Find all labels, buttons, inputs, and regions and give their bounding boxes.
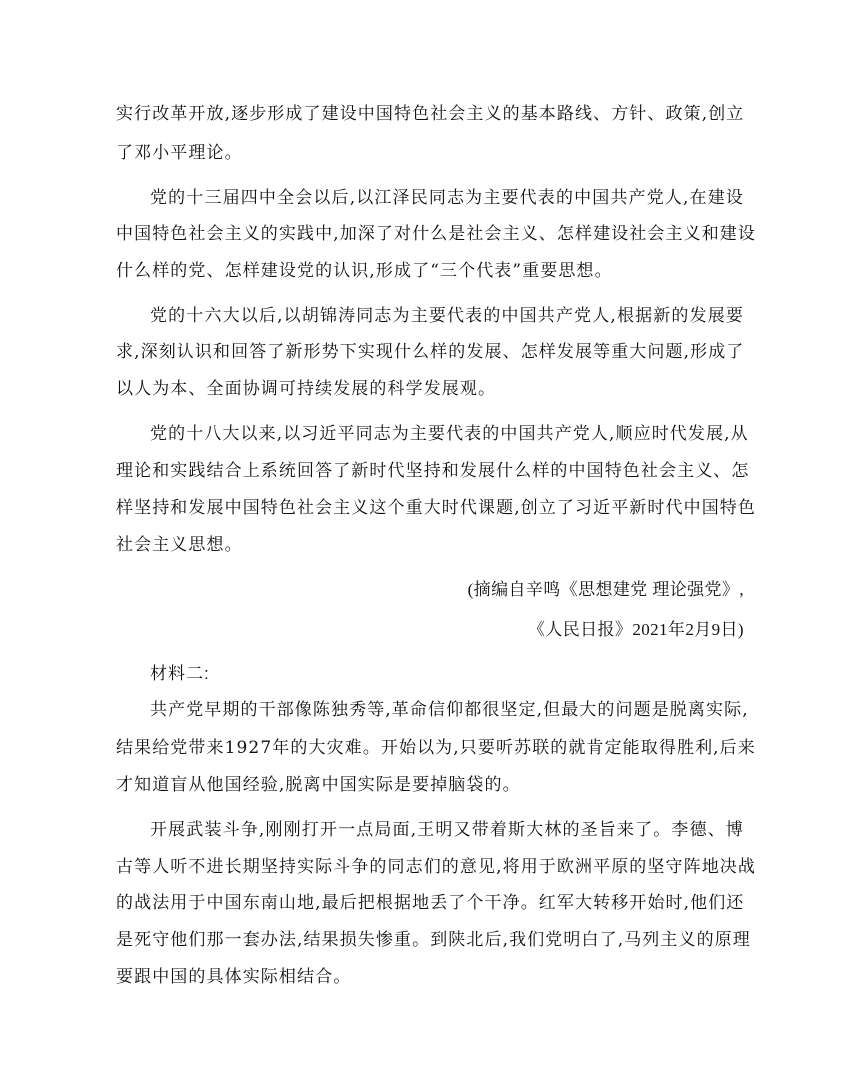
paragraph-line: 实行改革开放,逐步形成了建设中国特色社会主义的基本路线、方针、政策,创立 [116, 104, 745, 124]
paragraph-line: 是死守他们那一套办法,结果损失惨重。到陕北后,我们党明白了,马列主义的原理 [116, 930, 751, 950]
paragraph-line: 结果给党带来1927年的大灾难。开始以为,只要听苏联的就肯定能取得胜利,后来 [116, 738, 756, 758]
paragraph-line: 样坚持和发展中国特色社会主义这个重大时代课题,创立了习近平新时代中国特色 [116, 498, 757, 518]
paragraph-line: 理论和实践结合上系统回答了新时代坚持和发展什么样的中国特色社会主义、怎 [116, 461, 750, 481]
paragraph-line: 党的十六大以后,以胡锦涛同志为主要代表的中国共产党人,根据新的发展要 [150, 306, 744, 326]
source-citation: 《人民日报》2021年2月9日) [527, 620, 744, 639]
source-citation: (摘编自辛鸣《思想建党 理论强党》, [467, 580, 744, 599]
paragraph-line: 开展武装斗争,刚刚打开一点局面,王明又带着斯大林的圣旨来了。李德、博 [150, 820, 744, 840]
paragraph-line: 党的十八大以来,以习近平同志为主要代表的中国共产党人,顺应时代发展,从 [150, 424, 749, 444]
paragraph-line: 中国特色社会主义的实践中,加深了对什么是社会主义、怎样建设社会主义和建设 [116, 224, 757, 244]
paragraph-line: 了邓小平理论。 [116, 143, 243, 163]
paragraph-line: 以人为本、全面协调可持续发展的科学发展观。 [116, 379, 497, 399]
paragraph-line: 的战法用于中国东南山地,最后把根据地丢了个干净。红军大转移开始时,他们还 [116, 893, 745, 913]
paragraph-line: 什么样的党、怎样建设党的认识,形成了“三个代表”重要思想。 [116, 261, 613, 281]
paragraph-line: 共产党早期的干部像陈独秀等,革命信仰都很坚定,但最大的问题是脱离实际, [150, 700, 749, 720]
paragraph-line: 社会主义思想。 [116, 535, 243, 555]
section-heading: 材料二: [150, 664, 210, 683]
paragraph-line: 才知道盲从他国经验,脱离中国实际是要掉脑袋的。 [116, 775, 521, 795]
paragraph-line: 党的十三届四中全会以后,以江泽民同志为主要代表的中国共产党人,在建设 [150, 188, 744, 208]
paragraph-line: 古等人听不进长期坚持实际斗争的同志们的意见,将用于欧洲平原的坚守阵地决战 [116, 857, 757, 877]
paragraph-line: 要跟中国的具体实际相结合。 [116, 967, 352, 987]
paragraph-line: 求,深刻认识和回答了新形势下实现什么样的发展、怎样发展等重大问题,形成了 [116, 342, 745, 362]
